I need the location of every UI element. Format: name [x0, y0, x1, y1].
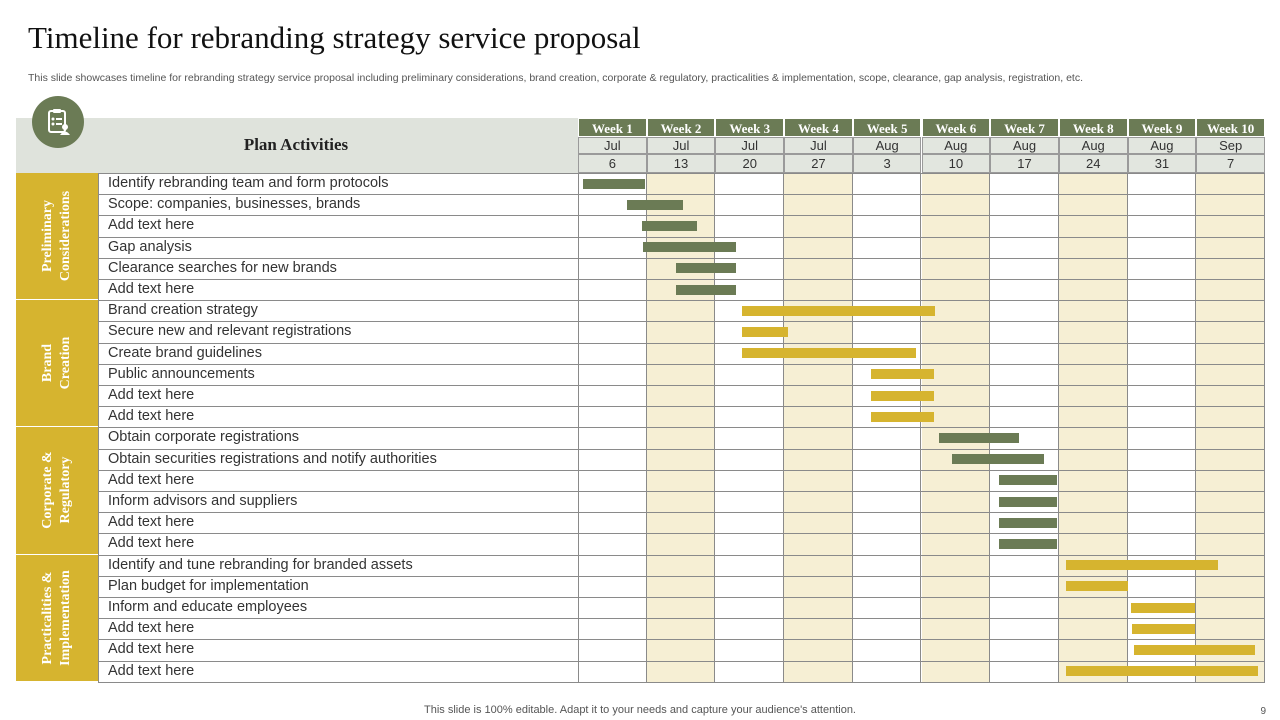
page-number: 9: [1260, 706, 1266, 717]
month-header: Aug: [1128, 137, 1197, 154]
week-header: Week 6: [922, 118, 991, 137]
task-bar: [999, 475, 1057, 485]
activity-label: Scope: companies, businesses, brands: [108, 196, 361, 213]
task-bar: [1134, 645, 1255, 655]
week-header: Week 9: [1128, 118, 1197, 137]
month-header: Aug: [853, 137, 922, 154]
grid-line: [98, 343, 1265, 344]
activity-label: Obtain corporate registrations: [108, 429, 300, 446]
task-bar: [939, 433, 1019, 443]
month-header: Jul: [578, 137, 647, 154]
section-label-line: Creation: [58, 336, 73, 390]
grid-line: [98, 300, 1265, 301]
grid-line: [98, 576, 1265, 577]
task-bar: [1131, 603, 1195, 613]
section-label-practicalities-implementation: [16, 555, 98, 682]
task-bar: [676, 285, 736, 295]
month-header: Aug: [922, 137, 991, 154]
activity-label: Identify rebranding team and form protocols: [108, 175, 389, 191]
section-label-text: [39, 570, 75, 666]
footer-note: This slide is 100% editable. Adapt it to your needs and capture your audience's attention.: [424, 704, 856, 716]
week-header: Week 5: [853, 118, 922, 137]
month-header: Jul: [647, 137, 716, 154]
day-header: 17: [990, 154, 1059, 173]
week-header: Week 7: [990, 118, 1059, 137]
grid-line: [98, 237, 1265, 238]
task-bar: [871, 412, 934, 422]
grid-line: [98, 427, 1265, 428]
activity-label: Add text here: [108, 408, 195, 425]
grid-line: [98, 512, 1265, 513]
day-header: 3: [853, 154, 922, 173]
grid-line: [98, 406, 1265, 407]
section-label-line: Regulatory: [58, 457, 73, 524]
activity-label: Secure new and relevant registrations: [108, 323, 352, 340]
grid-line: [98, 661, 1265, 662]
section-label-line: Implementation: [58, 569, 73, 666]
task-bar: [1066, 560, 1218, 570]
day-header: 24: [1059, 154, 1128, 173]
task-bar: [1132, 624, 1195, 634]
grid-line: [98, 215, 1265, 216]
activity-label: Add text here: [108, 217, 195, 234]
section-label-line: Preliminary: [40, 200, 55, 273]
task-bar: [871, 391, 934, 401]
task-bar: [583, 179, 644, 189]
section-label-text: [39, 191, 75, 281]
month-header: Aug: [990, 137, 1059, 154]
grid-line: [98, 449, 1265, 450]
activity-label: Public announcements: [108, 365, 255, 382]
task-bar: [999, 497, 1057, 507]
week-header: Week 3: [715, 118, 784, 137]
activity-label: Add text here: [108, 662, 195, 679]
grid-line: [98, 321, 1265, 322]
grid-line: [98, 364, 1265, 365]
activity-label: Add text here: [108, 471, 195, 488]
task-bar: [999, 518, 1057, 528]
activity-label: Inform advisors and suppliers: [108, 493, 298, 509]
activity-label: Add text here: [108, 535, 195, 552]
activity-label: Clearance searches for new brands: [108, 259, 337, 276]
grid-line: [98, 491, 1265, 492]
activity-label: Brand creation strategy: [108, 302, 258, 319]
week-header: Week 4: [784, 118, 853, 137]
month-header: Sep: [1196, 137, 1265, 154]
task-bar: [742, 348, 916, 358]
task-bar: [742, 306, 936, 316]
section-label-corporate-regulatory: [16, 427, 98, 554]
section-label-brand-creation: [16, 300, 98, 427]
task-bar: [952, 454, 1043, 464]
section-label-preliminary-considerations: [16, 173, 98, 300]
plan-activities-label: Plan Activities: [243, 135, 349, 154]
month-header: Aug: [1059, 137, 1128, 154]
activity-label: Add text here: [108, 281, 195, 297]
section-label-text: [39, 337, 75, 390]
grid-line: [98, 385, 1265, 386]
section-label-line: Considerations: [58, 190, 73, 282]
activity-label: Add text here: [108, 620, 195, 637]
grid-line: [98, 279, 1265, 280]
gantt-chart: [16, 118, 1265, 683]
task-bar: [1066, 666, 1258, 676]
day-header: 13: [647, 154, 716, 173]
task-bar: [742, 327, 788, 337]
task-bar: [676, 263, 736, 273]
grid-line: [98, 258, 1265, 259]
task-bar: [871, 369, 934, 379]
week-header: Week 1: [578, 118, 647, 137]
activity-label: Create brand guidelines: [108, 344, 262, 361]
week-header: Week 10: [1196, 118, 1265, 137]
task-bar: [1066, 581, 1128, 591]
grid-line: [1264, 173, 1265, 682]
month-header: Jul: [784, 137, 853, 154]
activity-label: Inform and educate employees: [108, 599, 308, 615]
day-header: 7: [1196, 154, 1265, 173]
grid-line: [98, 194, 1265, 195]
activity-label: Plan budget for implementation: [108, 577, 309, 594]
grid-line: [98, 533, 1265, 534]
section-label-line: Corporate &: [40, 451, 55, 530]
section-label-line: Practicalities &: [40, 571, 55, 665]
activity-label: Gap analysis: [108, 238, 192, 255]
activity-label: Add text here: [108, 514, 195, 531]
day-header: 27: [784, 154, 853, 173]
activity-label: Identify and tune rebranding for branded assets: [108, 556, 413, 573]
checklist-icon: [32, 96, 84, 148]
task-bar: [627, 200, 683, 210]
week-header: Week 2: [647, 118, 716, 137]
grid-line: [98, 555, 1265, 556]
page-subtitle: This slide showcases timeline for rebranding strategy service proposal including preliminary considerations, brand creation, corporate & regulatory, practicalities & implementation, scope, clearance, gap analysis, registration, etc.: [28, 72, 1083, 84]
task-bar: [643, 242, 736, 252]
task-bar: [642, 221, 697, 231]
month-header: Jul: [715, 137, 784, 154]
grid-line: [98, 173, 1265, 174]
grid-line: [98, 682, 1265, 683]
activity-label: Obtain securities registrations and notify authorities: [108, 450, 437, 467]
grid-line: [98, 173, 99, 682]
grid-line: [98, 470, 1265, 471]
grid-line: [578, 173, 579, 682]
grid-line: [98, 639, 1265, 640]
section-label-text: [39, 452, 75, 529]
activity-label: Add text here: [108, 641, 195, 658]
activity-label: Add text here: [108, 387, 195, 403]
day-header: 6: [578, 154, 647, 173]
section-label-line: Brand: [40, 344, 55, 383]
day-header: 31: [1128, 154, 1197, 173]
day-header: 20: [715, 154, 784, 173]
week-header: Week 8: [1059, 118, 1128, 137]
task-bar: [999, 539, 1057, 549]
grid-line: [98, 597, 1265, 598]
day-header: 10: [922, 154, 991, 173]
grid-line: [98, 618, 1265, 619]
page-title: Timeline for rebranding strategy service proposal: [28, 20, 641, 55]
